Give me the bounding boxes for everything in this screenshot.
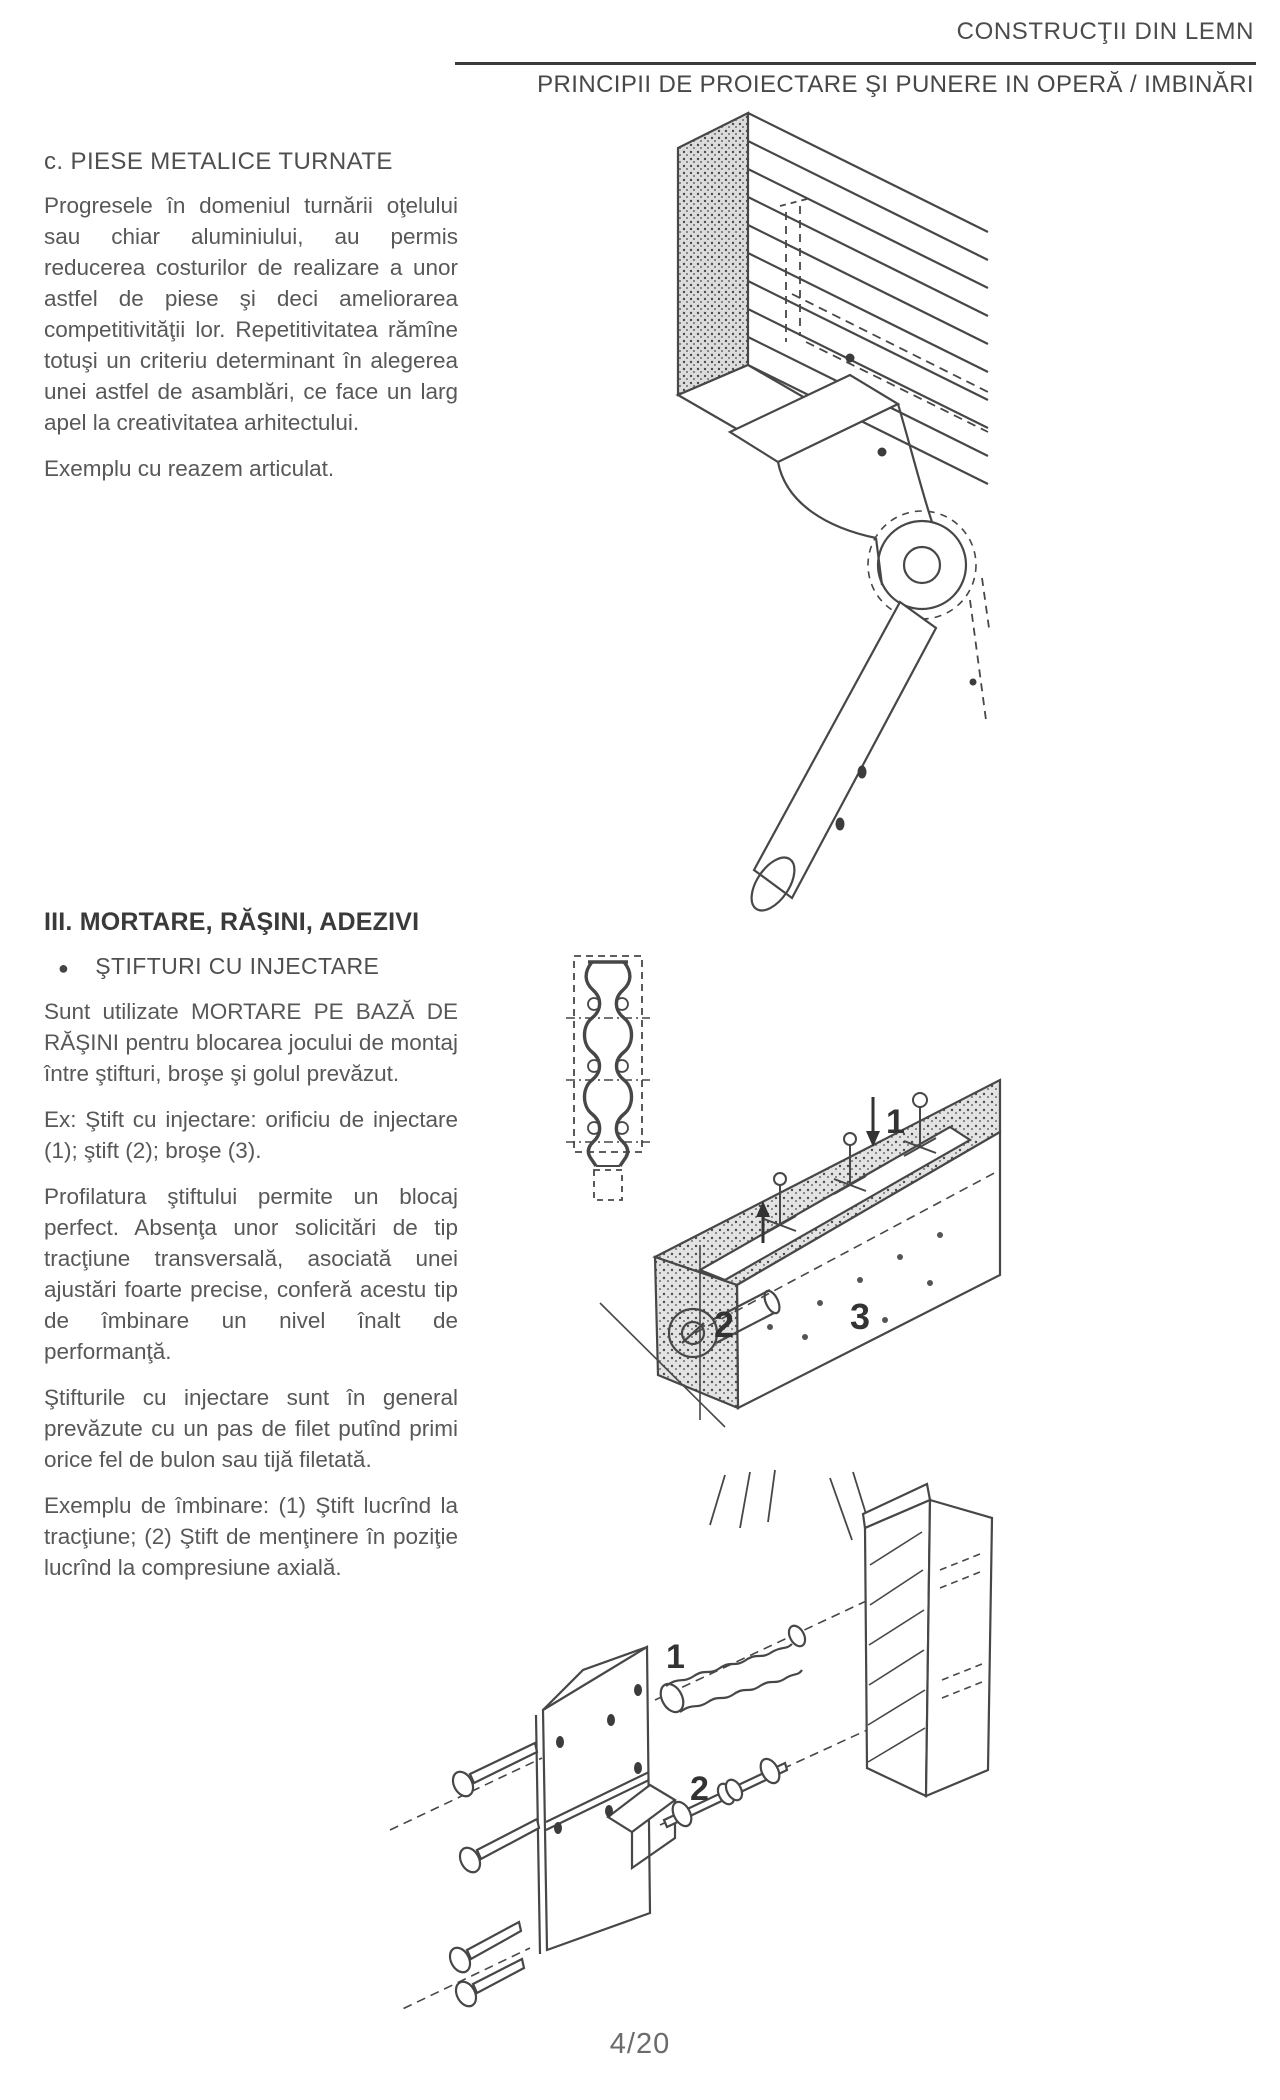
- document-title: CONSTRUCŢII DIN LEMN: [956, 18, 1254, 45]
- articulated-support-drawing: [430, 80, 990, 960]
- steel-bracket: [536, 1647, 675, 1954]
- section-c-paragraph: Exemplu cu reazem articulat.: [44, 456, 335, 481]
- figure4-label-1: 1: [666, 1638, 685, 1676]
- section-iii-paragraph: Sunt utilizate MORTARE PE BAZĂ DE RĂŞINI pentru blocarea jocului de montaj între ştifturi, broşe şi golul prevăzut.: [44, 999, 458, 1086]
- figure-articulated-support: [430, 80, 990, 960]
- timber-block: [863, 1484, 992, 1796]
- support-strut: [743, 602, 936, 918]
- bolts: [390, 1743, 542, 2010]
- bullet-item: [58, 953, 458, 980]
- figure4-annotations: [666, 1638, 709, 1808]
- figure4-label-2: 2: [690, 1770, 709, 1808]
- page-number: 4/20: [609, 2028, 671, 2060]
- figure-beam-cutaway: [470, 1075, 1002, 1437]
- document-subtitle: PRINCIPII DE PROIECTARE ŞI PUNERE IN OPERĂ / IMBINĂRI: [537, 71, 1254, 98]
- header-rule: [455, 62, 1256, 65]
- figure3-label-3: 3: [850, 1296, 871, 1337]
- section-c-heading: c. PIESE METALICE TURNATE: [44, 148, 393, 175]
- exploded-joint-drawing: [330, 1470, 1002, 2010]
- section-iii-heading: III. MORTARE, RĂŞINI, ADEZIVI: [44, 908, 420, 936]
- figure-exploded-joint: [330, 1470, 1002, 2010]
- cutaway-beam-body: [600, 1080, 1000, 1427]
- bullet-item-label: ŞTIFTURI CU INJECTARE: [95, 953, 380, 979]
- section-c-paragraph: Progresele în domeniul turnării oţelului sau chiar aluminiului, au permis reducerea costurilor de realizare a unor astfel de piese şi deci ameliorarea competitivităţii lor. Repetitivitatea rămîne totuşi un criteriu determinant în alegerea unei astfel de asamblări, ce face un larg apel la creativitatea arhitectului.: [44, 193, 458, 435]
- section-iii-paragraph: Ştifturile cu injectare sunt în general prevăzute cu un pas de filet putînd primi orice fel de bulon sau tijă filetată.: [44, 1385, 458, 1472]
- leader-marks: [710, 1470, 871, 1540]
- section-iii-paragraph: Exemplu de îmbinare: (1) Ştift lucrînd la tracţiune; (2) Ştift de menţinere în poziţie lucrînd la compresiune axială.: [44, 1493, 458, 1580]
- section-iii-paragraph: Ex: Ştift cu injectare: orificiu de injectare (1); ştift (2); broşe (3).: [44, 1107, 458, 1163]
- hidden-axis-dashes: [970, 578, 990, 720]
- section-c: [44, 148, 458, 499]
- section-iii-paragraph: Profilatura ştiftului permite un blocaj perfect. Absenţa unor solicitări de tip tracţiune transversală, asociată unei ajustări foarte precise, conferă acestu tip de îmbinare un nivel înalt de performanţă.: [44, 1184, 458, 1364]
- bullet-icon: ●: [58, 958, 70, 978]
- beam-cutaway-drawing: [470, 1075, 1002, 1437]
- figure3-label-2: 2: [714, 1304, 735, 1345]
- figure3-label-1: 1: [886, 1103, 905, 1141]
